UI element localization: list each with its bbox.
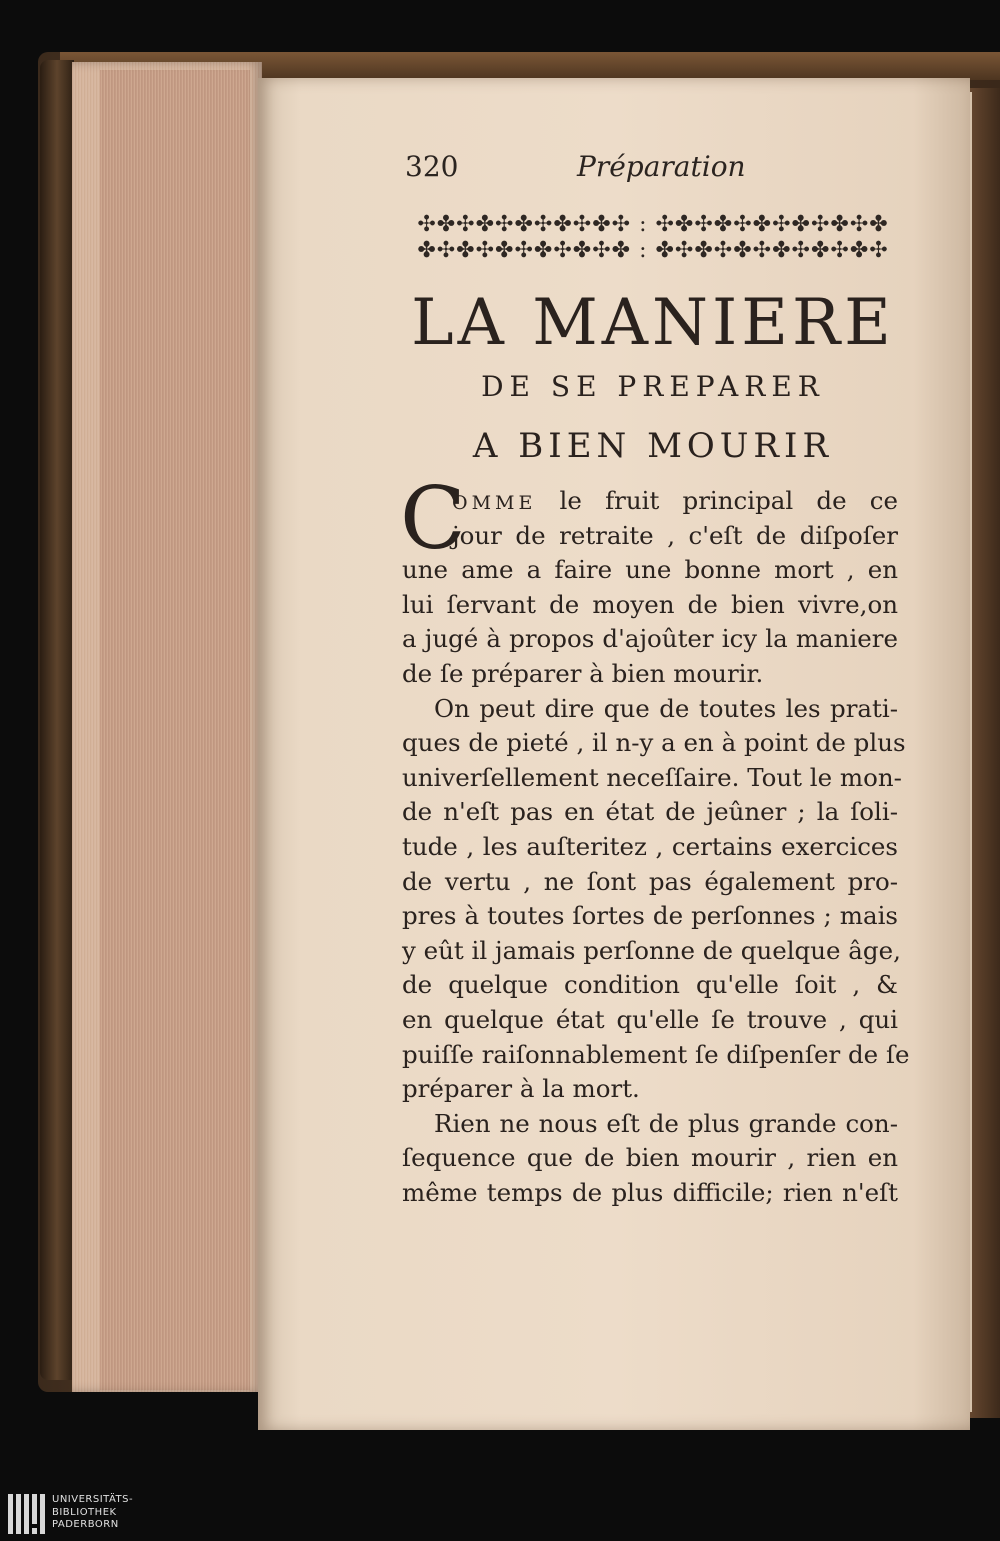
- chapter-subtitle-line-1: DE SE PREPARER: [481, 370, 825, 403]
- text-line: a jugé à propos d'ajoûter icy la maniere: [402, 624, 898, 654]
- text-line: On peut dire que de toutes les prati-: [434, 693, 898, 723]
- text-line: de vertu , ne ſont pas également pro-: [402, 866, 898, 896]
- first-word-smallcaps: OMME: [452, 492, 537, 514]
- text-line: ques de pieté , il n-y a en à point de plus: [402, 728, 906, 758]
- library-footer: [0, 1486, 1000, 1541]
- text-line: OMME le fruit principal de ce: [452, 486, 898, 515]
- text-line: puiſſe raiſonnablement ſe diſpenſer de ſe: [402, 1039, 910, 1069]
- text-line: Rien ne nous eſt de plus grande con-: [434, 1108, 898, 1138]
- page-block-stain: [100, 70, 250, 1390]
- ornament-row-1: ✣✤✣✤✣✤✣✤✣✤✣ : ✣✤✣✤✣✤✣✤✣✤✣✤: [417, 212, 889, 237]
- text-line: ſequence que de bien mourir , rien en: [402, 1143, 898, 1173]
- text-line: en quelque état qu'elle ſe trouve , qui: [402, 1004, 898, 1034]
- text-line: de ſe préparer à bien mourir.: [402, 658, 764, 688]
- drop-cap: C: [400, 469, 466, 569]
- text-line: tude , les auſteritez , certains exercices: [402, 831, 898, 861]
- text-line: jour de retraite , c'eſt de diſpoſer: [452, 520, 898, 550]
- library-logo-text: UNIVERSITÄTS- BIBLIOTHEK PADERBORN: [52, 1494, 134, 1530]
- running-head: [405, 150, 745, 190]
- text-line: préparer à la mort.: [402, 1074, 640, 1104]
- chapter-subtitle-line-2: A BIEN MOURIR: [472, 426, 834, 466]
- text-line: pres à toutes ſortes de perſonnes ; mais: [402, 901, 898, 931]
- text-line: y eût il jamais perſonne de quelque âge,: [402, 935, 901, 965]
- body-text: [400, 469, 910, 1210]
- text-line: de n'eſt pas en état de jeûner ; la ſoli-: [402, 797, 898, 827]
- page-number: 320: [405, 150, 459, 183]
- text-line: lui ſervant de moyen de bien vivre,on: [402, 589, 898, 619]
- book-spine: [40, 60, 74, 1380]
- typographic-ornament-band: [408, 212, 898, 270]
- ornament-row-2: ✤✣✤✣✤✣✤✣✤✣✤ : ✤✣✤✣✤✣✤✣✤✣✤✣: [417, 238, 889, 263]
- text-line: de quelque condition qu'elle ſoit , &: [402, 970, 898, 1000]
- text-line: univerſellement neceſſaire. Tout le mon-: [402, 762, 902, 792]
- running-title: Préparation: [577, 150, 746, 183]
- library-logo-icon: [8, 1494, 46, 1534]
- text-line: une ame a faire une bonne mort , en: [402, 555, 898, 585]
- chapter-title: LA MANIERE: [411, 286, 895, 360]
- text-line: même temps de plus difficile; rien n'eſt: [402, 1177, 898, 1207]
